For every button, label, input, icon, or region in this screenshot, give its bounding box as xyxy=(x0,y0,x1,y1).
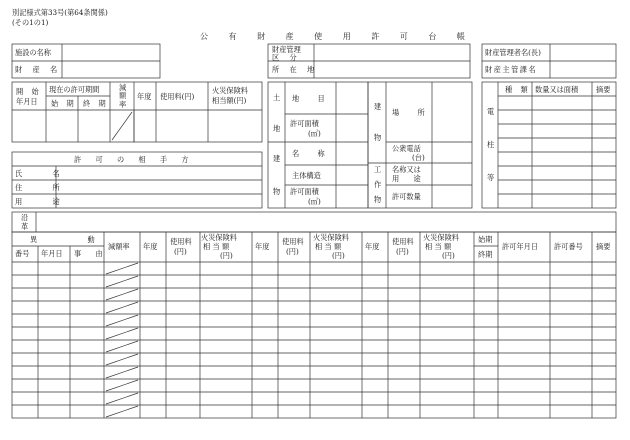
col-summary: 摘要 xyxy=(596,242,611,251)
col-ins-2-2: 相 当 額 xyxy=(315,242,342,251)
reduction-diagonal xyxy=(106,393,138,404)
manager-title-label: 財産管理者名(長) xyxy=(485,48,541,57)
phone-label-1: 公衆電話 xyxy=(392,144,421,153)
reduction-diagonal xyxy=(106,302,138,313)
cp-name-label: 氏 名 xyxy=(15,169,74,178)
col-ins-3-1: (円) xyxy=(220,251,233,260)
col-fee-1-2: 使用料 xyxy=(282,237,304,246)
reduction-label: 減額率 xyxy=(119,83,127,109)
building-label-b: 物 xyxy=(273,187,281,196)
reduction-diagonal xyxy=(106,315,138,326)
start-label-1: 開 始 xyxy=(16,87,42,96)
insurance-label-1: 火災保険料 xyxy=(212,86,248,95)
reduction-diagonal xyxy=(106,406,138,417)
history-label-a: 沿 xyxy=(21,213,29,222)
col-fee-2-1: (円) xyxy=(174,247,187,256)
poles-label-b: 柱 xyxy=(487,140,495,149)
building-label-a: 建 xyxy=(273,154,281,163)
col-ins-3-2: (円) xyxy=(332,251,345,260)
history-label-b: 革 xyxy=(21,222,29,231)
poles-summary-label: 摘要 xyxy=(596,85,611,94)
form-number: 別記様式第33号(第64条関係) xyxy=(12,8,108,17)
col-permit-no: 許可番号 xyxy=(554,242,583,251)
poles-label-a: 電 xyxy=(487,107,495,116)
reduction-diagonal xyxy=(106,367,138,378)
reduction-diagonal xyxy=(106,354,138,365)
col-date: 年月日 xyxy=(41,249,63,258)
property-name-label: 財 産 名 xyxy=(15,65,62,74)
land-area-label-2: (㎡) xyxy=(308,129,321,138)
category-label-1: 財産管理 xyxy=(272,45,301,54)
quantity-label: 許可数量 xyxy=(392,192,421,201)
bldg-label-b: 物 xyxy=(374,133,382,142)
col-number: 番号 xyxy=(15,249,30,258)
col-fee-2-2: (円) xyxy=(286,247,299,256)
col-end: 終期 xyxy=(478,250,493,259)
col-fee-1-1: 使用料 xyxy=(170,237,192,246)
bldg-label-a: 建 xyxy=(374,102,382,111)
kind-label: 種 類 xyxy=(505,85,531,94)
end-label: 終 期 xyxy=(83,99,109,108)
page-title: 公 有 財 産 使 用 許 可 台 帳 xyxy=(200,32,474,41)
reduction-diagonal xyxy=(106,328,138,339)
col-ins-1-1: 火災保険料 xyxy=(201,233,237,242)
start-label-2: 年月日 xyxy=(16,97,38,106)
col-permit-date: 許可年月日 xyxy=(502,242,538,251)
cp-address-label: 住 所 xyxy=(15,183,74,192)
place-label: 場 所 xyxy=(392,108,433,117)
counterparty-title: 許 可 の 相 手 方 xyxy=(74,155,195,164)
cp-purpose-label: 用 途 xyxy=(15,197,74,206)
reduction-diagonal xyxy=(106,263,138,274)
sheet-number: (その1の1) xyxy=(12,18,49,27)
changes-columns xyxy=(38,232,592,418)
col-ins-1-2: 火災保険料 xyxy=(313,233,349,242)
changes-group-label: 異 動 xyxy=(30,235,119,244)
current-period-label: 現在の許可期間 xyxy=(49,85,100,94)
works-name-label-1: 名称又は xyxy=(392,165,421,174)
structure-label: 主体構造 xyxy=(292,171,321,180)
col-fiscal-year-2: 年度 xyxy=(255,242,270,251)
begin-label: 始 期 xyxy=(51,99,77,108)
building-name-label: 名 称 xyxy=(292,149,333,158)
col-ins-2-1: 相 当 額 xyxy=(203,242,230,251)
col-fee-2-3: (円) xyxy=(396,247,409,256)
reduction-diagonal xyxy=(106,289,138,300)
col-ins-3-3: (円) xyxy=(442,251,455,260)
building-area-label-1: 許可面積 xyxy=(290,187,319,196)
qty-area-label: 数量又は面積 xyxy=(535,85,579,94)
location-label: 所 在 地 xyxy=(272,65,319,74)
fiscal-year-label: 年度 xyxy=(137,92,152,101)
works-label-b: 作 xyxy=(374,180,382,189)
col-begin: 始期 xyxy=(478,235,493,244)
reduction-diagonal xyxy=(106,380,138,391)
lot-label: 地 目 xyxy=(292,94,333,103)
col-reason: 事 由 xyxy=(74,249,109,258)
land-label-b: 地 xyxy=(273,124,281,133)
facility-name-label: 施設の名称 xyxy=(15,48,51,57)
phone-label-2: (台) xyxy=(412,153,425,162)
building-area-label-2: (㎡) xyxy=(308,197,321,206)
insurance-label-2: 相当額(円) xyxy=(212,96,247,105)
category-label-2: 区 分 xyxy=(272,53,301,62)
col-ins-1-3: 火災保険料 xyxy=(423,233,459,242)
fee-label: 使用料(円) xyxy=(160,92,195,101)
col-fee-1-3: 使用料 xyxy=(392,237,414,246)
col-reduction: 減額率 xyxy=(108,242,130,251)
col-fiscal-year-3: 年度 xyxy=(365,242,380,251)
reduction-diagonal xyxy=(106,341,138,352)
col-ins-2-3: 相 当 額 xyxy=(425,242,452,251)
works-label-c: 物 xyxy=(374,195,382,204)
reduction-diagonal xyxy=(106,276,138,287)
works-label-a: 工 xyxy=(374,165,382,174)
land-label-a: 土 xyxy=(273,93,281,102)
works-name-label-2: 用 途 xyxy=(392,174,427,183)
land-area-label-1: 許可面積 xyxy=(290,119,319,128)
poles-label-c: 等 xyxy=(487,173,495,182)
manager-section-label: 財産主管課名 xyxy=(485,65,538,74)
col-fiscal-year-1: 年度 xyxy=(143,242,158,251)
